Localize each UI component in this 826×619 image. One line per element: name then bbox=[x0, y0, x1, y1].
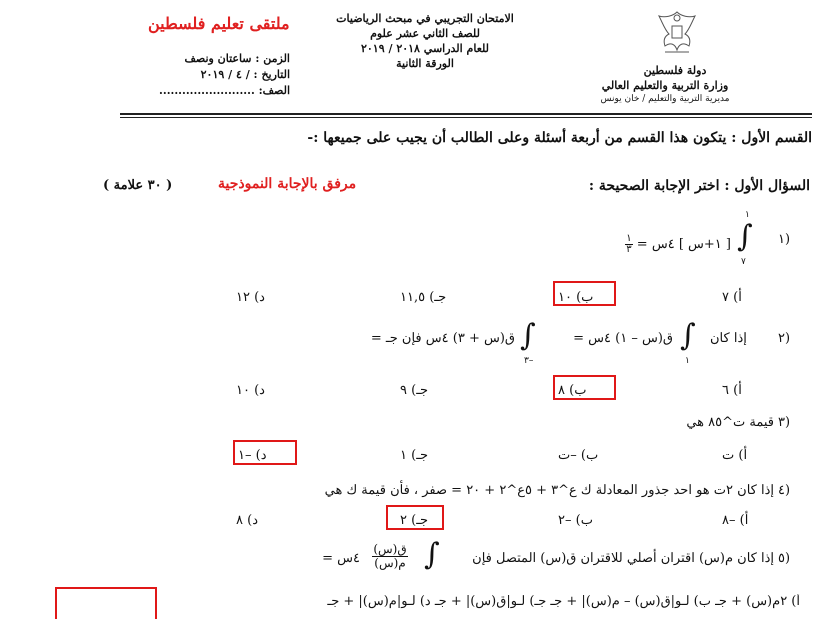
q3-option-b[interactable]: ب) –ت bbox=[558, 448, 599, 463]
q2-stem-end: ق(س + ٣) ٤س فإن جـ = bbox=[370, 331, 515, 346]
exam-title: الامتحان التجريبي في مبحث الرياضيات bbox=[336, 12, 514, 25]
q1-number: ١) bbox=[778, 232, 791, 247]
q1-option-c[interactable]: جـ) ١١,٥ bbox=[400, 290, 447, 305]
q1-stem bbox=[568, 234, 731, 255]
q5-stem-end: ٤س = bbox=[322, 551, 360, 566]
q5-fraction-wrap bbox=[360, 543, 420, 570]
q3-option-c[interactable]: جـ) ١ bbox=[400, 448, 429, 463]
exam-year: للعام الدراسي ٢٠١٨ / ٢٠١٩ bbox=[360, 42, 490, 55]
section-one-title: القسم الأول : يتكون هذا القسم من أربعة أسئلة وعلى الطالب أن يجيب على جميعها :- bbox=[307, 130, 812, 146]
q2-option-b[interactable]: ب) ٨ bbox=[558, 383, 587, 398]
exam-grade: للصف الثاني عشر علوم bbox=[370, 27, 480, 40]
q3-stem: قيمة ت^٨٥ هي bbox=[686, 415, 774, 430]
q2-option-c[interactable]: جـ) ٩ bbox=[400, 383, 429, 398]
q4-stem: إذا كان ٢ت هو احد جذور المعادلة ك ع^٣ + ٥ع^٢ + ٢٠ = صفر ، فأن قيمة ك هي bbox=[324, 483, 774, 498]
exam-paper: الورقة الثانية bbox=[396, 57, 454, 70]
header-divider-thin bbox=[120, 117, 812, 118]
q5-number: ٥) bbox=[778, 551, 791, 566]
state-name: دولة فلسطين bbox=[643, 64, 707, 77]
exam-date: التاريخ : / ٤ / ٢٠١٩ bbox=[200, 68, 290, 81]
q1-option-a[interactable]: أ) ٧ bbox=[722, 290, 742, 305]
q3-answer-highlight bbox=[233, 440, 297, 465]
q2-option-d[interactable]: د) ١٠ bbox=[236, 383, 265, 398]
q5-fraction-num: ق(س) bbox=[373, 542, 407, 556]
integral-sign-icon: ∫ bbox=[680, 318, 696, 353]
q1-fraction-num: ١ bbox=[626, 233, 632, 244]
q2-lower-limit-a: ١ bbox=[685, 356, 690, 366]
q2-option-a[interactable]: أ) ٦ bbox=[722, 383, 742, 398]
q2-lower-limit-b: ٣– bbox=[524, 356, 534, 366]
q1-fraction-den: ٣ bbox=[626, 244, 632, 255]
q3-number: ٣) bbox=[778, 415, 791, 430]
school-title: ملتقى تعليم فلسطين bbox=[148, 14, 290, 33]
question-one-marks: ( ٣٠ علامة ) bbox=[103, 178, 173, 193]
directorate-name: مديرية التربية والتعليم / خان يونس bbox=[600, 94, 730, 104]
q1-upper-limit: ١ bbox=[745, 210, 750, 220]
q5-stem: إذا كان م(س) اقتران أصلي للاقتران ق(س) المتصل فإن bbox=[472, 551, 774, 566]
q1-answer-highlight bbox=[553, 281, 616, 306]
model-answer-note: مرفق بالإجابة النموذجية bbox=[218, 176, 357, 192]
class-field: الصف: ......................... bbox=[159, 84, 290, 97]
q4-number: ٤) bbox=[778, 483, 791, 498]
q1-fraction bbox=[625, 234, 632, 255]
q4-option-a[interactable]: أ) –٨ bbox=[722, 513, 749, 528]
ministry-name: وزارة التربية والتعليم العالي bbox=[601, 79, 729, 92]
q1-stem-text: [ ١+س ] ٤س = bbox=[636, 237, 731, 252]
q2-answer-highlight bbox=[553, 375, 616, 400]
question-one-title: السؤال الأول : اختر الإجابة الصحيحة : bbox=[588, 178, 810, 194]
q4-option-b[interactable]: ب) –٢ bbox=[558, 513, 593, 528]
q5-options[interactable]: أ) ٢م(س) + جـ ب) لـو|ق(س) – م(س)| + جـ جـ) لـو|ق(س)| + جـ د) لـو|م(س)| + جـ bbox=[327, 594, 800, 609]
q3-option-d[interactable]: د) –١ bbox=[238, 448, 267, 463]
q2-stem-mid: ق(س – ١) ٤س = bbox=[573, 331, 673, 346]
exam-duration: الزمن : ساعتان ونصف bbox=[184, 52, 290, 65]
q5-answer-highlight bbox=[55, 587, 157, 619]
q1-option-b[interactable]: ب) ١٠ bbox=[558, 290, 594, 305]
q4-option-c[interactable]: جـ) ٢ bbox=[400, 513, 429, 528]
integral-sign-icon: ∫ bbox=[520, 318, 536, 353]
q4-answer-highlight bbox=[386, 505, 444, 530]
integral-sign-icon: ∫ bbox=[424, 537, 440, 572]
q2-number: ٢) bbox=[778, 331, 791, 346]
q1-option-d[interactable]: د) ١٢ bbox=[236, 290, 265, 305]
header-divider bbox=[120, 113, 812, 115]
integral-sign-icon: ∫ bbox=[737, 219, 753, 254]
q3-option-a[interactable]: أ) ت bbox=[722, 448, 748, 463]
q5-fraction-den: م(س) bbox=[374, 556, 406, 570]
q1-lower-limit: ٧ bbox=[741, 257, 746, 267]
q5-fraction bbox=[372, 543, 407, 570]
q4-option-d[interactable]: د) ٨ bbox=[236, 513, 258, 528]
q2-stem-start: إذا كان bbox=[710, 331, 747, 346]
palestine-emblem-icon bbox=[655, 6, 699, 56]
